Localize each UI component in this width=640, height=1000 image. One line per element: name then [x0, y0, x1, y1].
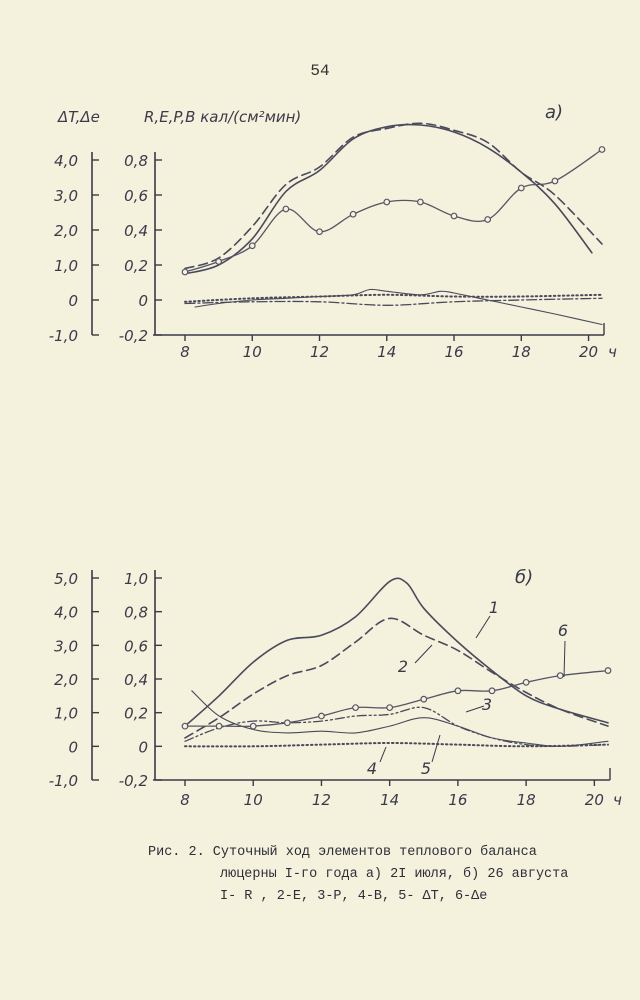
chart-panel-b: [49, 567, 622, 809]
curve-label-leader: [415, 645, 432, 663]
series-line-1: [185, 578, 608, 726]
x-axis-tick-label: 12: [311, 791, 331, 809]
data-point: [216, 723, 222, 729]
right-axis-tick-label: 1,0: [124, 570, 148, 588]
left-axis-tick-label: 4,0: [54, 603, 78, 622]
x-axis-tick-label: 8: [180, 343, 190, 361]
curve-label-leader: [476, 616, 490, 638]
chart-panel-a: [49, 102, 617, 361]
data-point: [353, 705, 359, 711]
x-axis-tick-label: 18: [511, 343, 531, 361]
series-line-4: [185, 298, 602, 305]
curve-label-leader: [380, 747, 386, 762]
x-axis-tick-label: 12: [309, 343, 330, 361]
curve-label-1: 1: [488, 598, 500, 617]
left-axis-tick-label: 4,0: [54, 152, 78, 170]
curve-label-leader: [432, 735, 440, 762]
right-axis-tick-label: 0,6: [124, 187, 148, 205]
left-axis-tick-label: 3,0: [54, 637, 78, 656]
x-axis-tick-label: 20: [584, 791, 604, 809]
right-axis-tick-label: -0,2: [118, 772, 148, 790]
caption-line-2: люцерны I-го года а) 2I июля, б) 26 августа: [220, 867, 569, 882]
caption-line-1: Рис. 2. Суточный ход элементов теплового баланса: [148, 845, 537, 860]
curve-label-3: 3: [481, 695, 493, 714]
data-point: [421, 696, 427, 702]
x-axis-tick-label: 14: [377, 343, 397, 361]
x-axis-tick-label: 16: [444, 343, 464, 361]
curve-label-2: 2: [397, 657, 409, 676]
caption-line-3: I- R , 2-E, 3-P, 4-B, 5- ΔT, 6-Δe: [220, 889, 488, 904]
data-point: [557, 673, 563, 679]
series-line-5: [192, 691, 608, 747]
right-axis-tick-label: 0,4: [124, 222, 148, 240]
data-point: [350, 211, 356, 217]
right-axis-title: R,E,P,B кал/(см²мин): [144, 108, 302, 126]
data-point: [216, 259, 222, 265]
left-axis-tick-label: 0: [68, 738, 78, 757]
data-point: [489, 688, 495, 694]
figure-caption: [148, 842, 618, 908]
data-point: [605, 668, 611, 674]
left-axis-tick-label: 1,0: [54, 257, 78, 275]
data-point: [250, 723, 256, 729]
data-point: [518, 185, 524, 191]
curve-label-leader: [564, 641, 565, 677]
right-axis-tick-label: 0,8: [124, 152, 148, 170]
x-axis-tick-label: 16: [448, 791, 468, 809]
left-axis-tick-label: 2,0: [54, 671, 78, 689]
x-axis-tick-label: 10: [243, 791, 263, 809]
left-axis-tick-label: 0: [68, 292, 78, 310]
right-axis-tick-label: 0,6: [124, 637, 148, 656]
data-point: [599, 147, 605, 153]
data-point: [319, 713, 325, 719]
series-line-2: [185, 123, 602, 268]
data-point: [283, 206, 289, 212]
right-axis-tick-label: 0,2: [124, 257, 148, 275]
x-axis-tick-label: 10: [242, 343, 262, 361]
right-axis-tick-label: -0,2: [118, 327, 148, 345]
data-point: [418, 199, 424, 205]
data-point: [552, 178, 558, 184]
left-axis-tick-label: -1,0: [48, 327, 78, 345]
page-number: 54: [310, 62, 330, 80]
data-point: [317, 229, 323, 235]
left-axis-tick-label: 1,0: [54, 704, 78, 723]
panel-label: а): [545, 102, 564, 123]
data-point: [182, 723, 188, 729]
data-point: [384, 199, 390, 205]
curve-label-6: 6: [557, 621, 569, 640]
right-axis-tick-label: 0,4: [124, 671, 148, 689]
panel-label: б): [515, 567, 534, 588]
left-axis-title: ΔT,Δe: [58, 108, 100, 126]
data-point: [451, 213, 457, 219]
left-axis-tick-label: 5,0: [54, 570, 78, 588]
right-axis-tick-label: 0: [138, 738, 148, 757]
right-axis-tick-label: 0: [138, 292, 148, 310]
right-axis-tick-label: 0,2: [124, 704, 148, 723]
data-point: [387, 705, 393, 711]
data-point: [182, 269, 188, 275]
left-axis-tick-label: -1,0: [48, 772, 78, 790]
series-line-6: [185, 671, 608, 727]
right-axis-tick-label: 0,8: [124, 603, 148, 622]
x-axis-tick-label: 14: [380, 791, 400, 809]
curve-label-5: 5: [420, 759, 432, 778]
x-axis-unit: ч: [608, 343, 617, 361]
left-axis-tick-label: 2,0: [54, 222, 78, 240]
data-point: [249, 243, 255, 249]
data-point: [285, 720, 291, 726]
curve-label-4: 4: [366, 759, 378, 778]
series-line-6: [185, 150, 602, 273]
x-axis-tick-label: 20: [579, 343, 599, 361]
data-point: [485, 217, 491, 223]
data-point: [455, 688, 461, 694]
x-axis-unit: ч: [613, 791, 622, 809]
left-axis-tick-label: 3,0: [54, 187, 78, 205]
data-point: [523, 680, 529, 686]
x-axis-tick-label: 18: [516, 791, 536, 809]
x-axis-tick-label: 8: [180, 791, 190, 809]
